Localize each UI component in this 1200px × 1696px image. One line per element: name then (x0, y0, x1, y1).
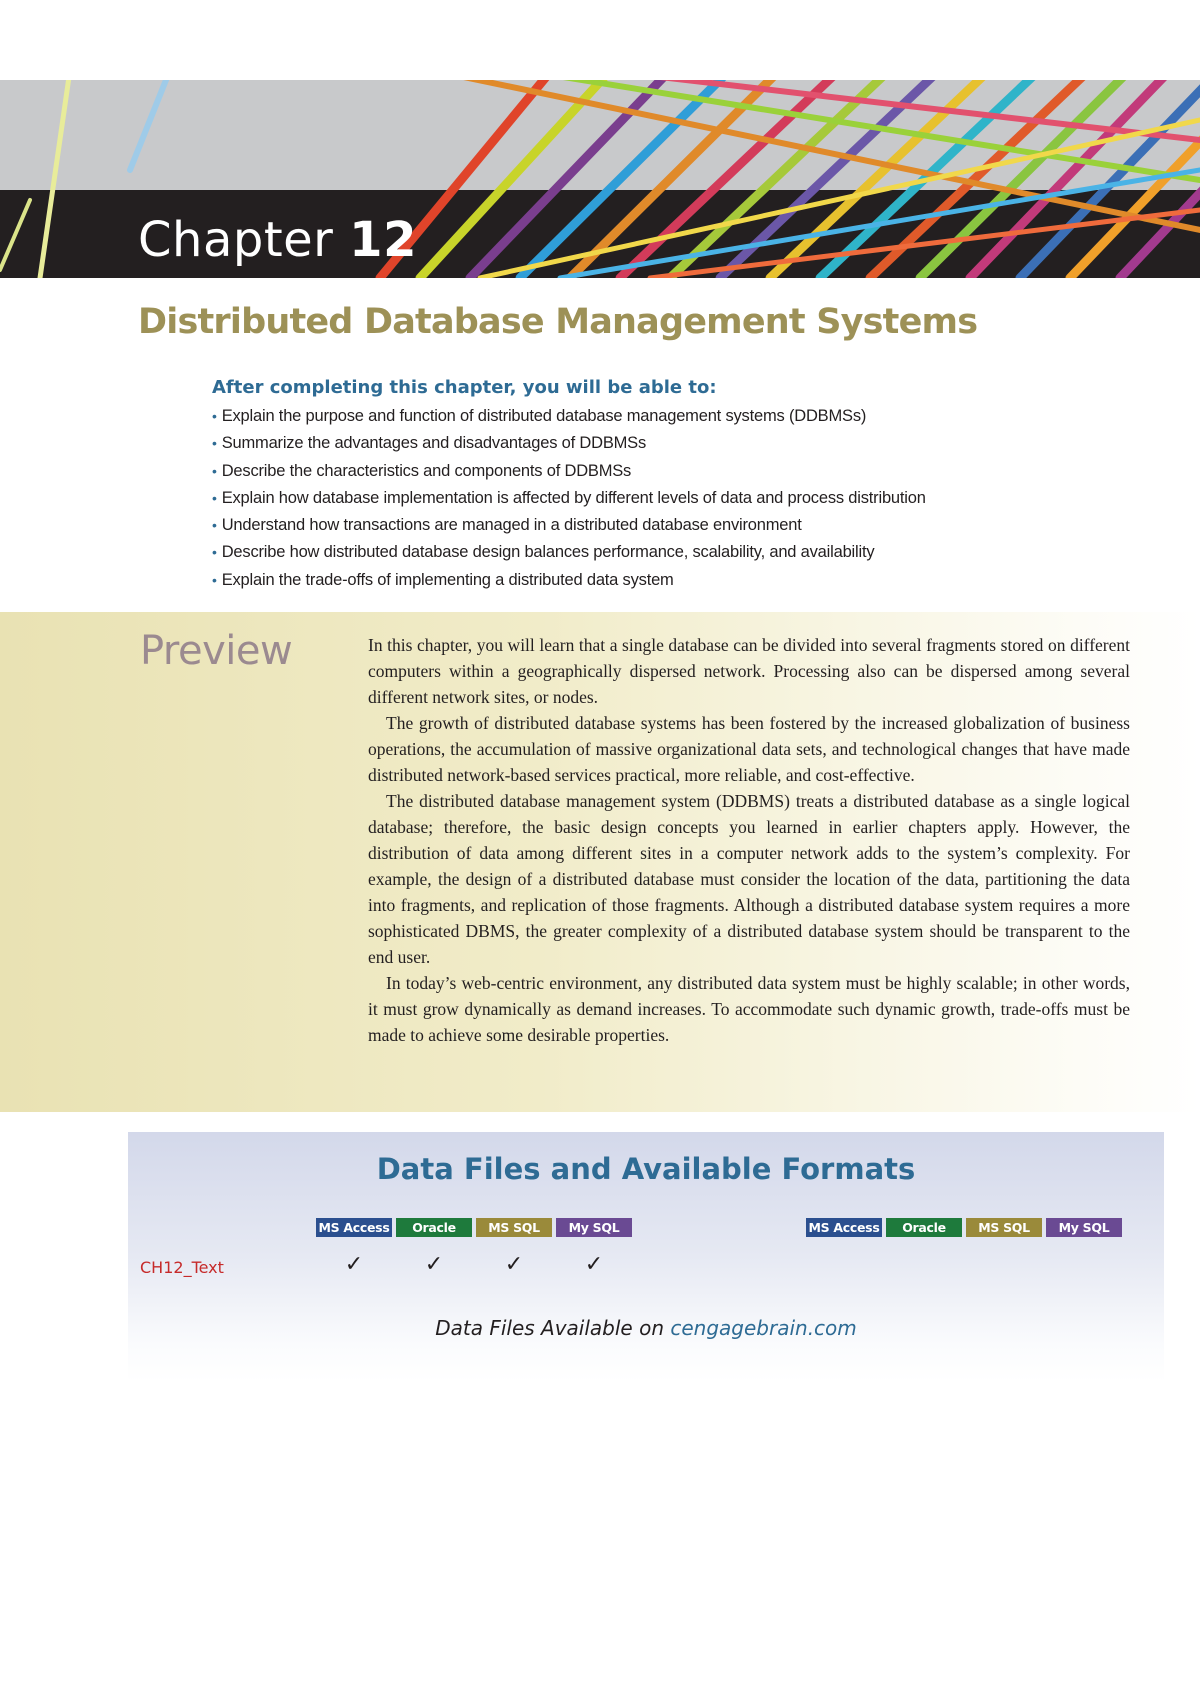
format-badge-oracle: Oracle (396, 1218, 472, 1237)
format-badge-ms-access: MS Access (806, 1218, 882, 1237)
data-files-footer (128, 1316, 1164, 1340)
preview-paragraph: In this chapter, you will learn that a single database can be divided into several fragments stored on different computers within a geographically dispersed network. Processing also can be dispersed among several different network sites, or nodes. (368, 635, 1130, 707)
file-name-ch12-text: CH12_Text (140, 1258, 224, 1277)
check-icon: ✓ (424, 1252, 444, 1277)
preview-paragraph: The growth of distributed database systems has been fostered by the increased globalization of business operations, the accumulation of massive organizational data sets, and technological changes that have made distributed network-based services practical, more reliable, and cost-effective. (368, 713, 1130, 785)
bullet-icon: • (212, 517, 217, 534)
objective-item: • Explain how database implementation is affected by different levels of data and process distribution (212, 488, 926, 507)
chapter-number: 12 (349, 212, 417, 268)
objective-item: • Describe the characteristics and components of DDBMSs (212, 461, 632, 480)
bullet-icon: • (212, 435, 217, 452)
preview-paragraph: The distributed database management system (DDBMS) treats a distributed database as a single logical database; therefore, the basic design concepts you learned in earlier chapters apply. However, the distribution of data among different sites in a computer network adds to the system’s complexity. For example, the design of a distributed database must consider the location of the data, partitioning the data into fragments, and replication of those fragments. Although a distributed database system requires a more sophisticated DBMS, the greater complexity of a distributed database system should be transparent to the end user. (368, 791, 1130, 967)
check-icon: ✓ (584, 1252, 604, 1277)
objective-item: • Explain the trade-offs of implementing a distributed data system (212, 570, 674, 589)
preview-paragraph: In today’s web-centric environment, any distributed data system must be highly scalable; in other words, it must grow dynamically as demand increases. To accommodate such dynamic growth, trade-offs must be made to achieve some desirable properties. (368, 973, 1130, 1045)
objectives-heading: After completing this chapter, you will be able to: (212, 377, 717, 398)
preview-body (368, 632, 1130, 1048)
format-badge-ms-sql: MS SQL (966, 1218, 1042, 1237)
data-files-panel (128, 1132, 1164, 1382)
format-badge-my-sql: My SQL (1046, 1218, 1122, 1237)
chapter-number-heading (138, 212, 417, 268)
format-badge-oracle: Oracle (886, 1218, 962, 1237)
objective-item: • Explain the purpose and function of distributed database management systems (DDBMSs) (212, 407, 867, 425)
cengagebrain-link[interactable]: cengagebrain.com (670, 1316, 857, 1340)
footer-text: Data Files Available on (435, 1316, 671, 1340)
format-badge-my-sql: My SQL (556, 1218, 632, 1237)
learning-objectives (212, 377, 1112, 594)
objective-item: • Describe how distributed database design balances performance, scalability, and availability (212, 543, 875, 562)
bullet-icon: • (212, 544, 217, 561)
objective-item: • Understand how transactions are managed in a distributed database environment (212, 516, 802, 535)
format-badge-ms-access: MS Access (316, 1218, 392, 1237)
bullet-icon: • (212, 462, 217, 479)
check-icon: ✓ (344, 1252, 364, 1277)
bullet-icon: • (212, 408, 217, 424)
chapter-word: Chapter (138, 212, 334, 268)
data-files-title: Data Files and Available Formats (376, 1152, 916, 1186)
objectives-list (212, 403, 1112, 594)
preview-heading: Preview (140, 628, 293, 674)
objective-item: • Summarize the advantages and disadvantages of DDBMSs (212, 434, 647, 453)
bullet-icon: • (212, 489, 217, 506)
check-icon: ✓ (504, 1252, 524, 1277)
format-badge-ms-sql: MS SQL (476, 1218, 552, 1237)
bullet-icon: • (212, 571, 217, 588)
chapter-title: Distributed Database Management Systems (138, 302, 978, 342)
